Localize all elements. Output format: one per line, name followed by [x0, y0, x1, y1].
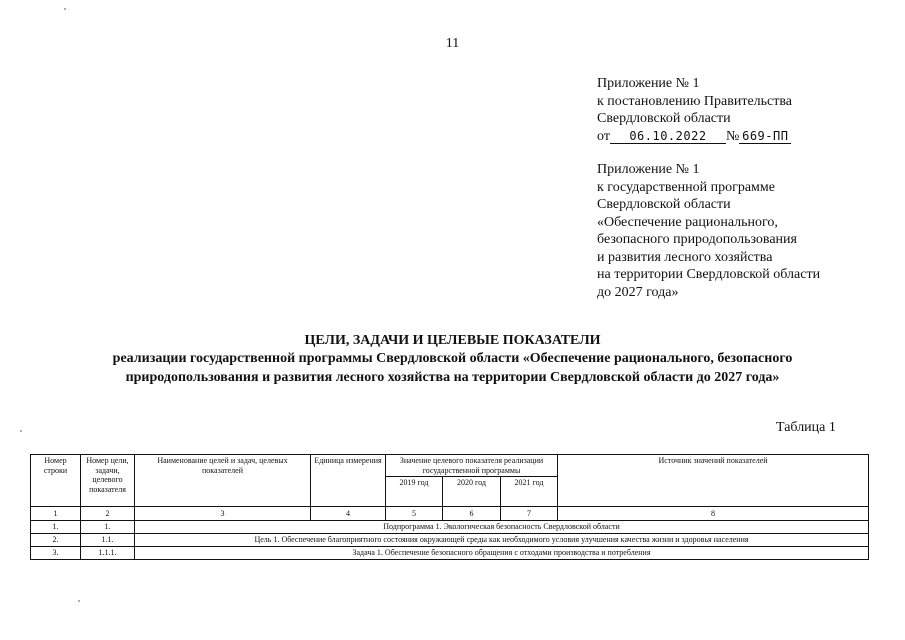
header-year: 2020 год [443, 477, 501, 507]
table-row [31, 521, 869, 534]
appendix-program-line: Приложение № 1 [597, 162, 700, 177]
header-row-number: Номер строки [31, 455, 81, 507]
table-header-row [31, 455, 869, 477]
appendix-program-line: на территории Свердловской области [597, 267, 821, 282]
row-code: 1.1.1. [81, 547, 135, 560]
appendix-program-line: и развития лесного хозяйства [597, 249, 773, 265]
appendix-program-line: к государственной программе [597, 179, 775, 195]
scan-speck [20, 430, 22, 432]
appendix-decree-line: Свердловской области [597, 111, 731, 126]
decree-number: 669-ПП [739, 129, 791, 144]
row-number: 1. [31, 521, 81, 534]
column-number: 8 [558, 507, 869, 521]
appendix-decree-block [597, 75, 792, 145]
page-number: 11 [445, 36, 460, 51]
appendix-program-line: безопасного природопользования [597, 232, 797, 247]
appendix-program-block [597, 161, 820, 301]
column-number: 6 [443, 507, 501, 521]
column-number: 5 [386, 507, 443, 521]
header-name: Наименование целей и задач, целевых показателей [135, 455, 311, 507]
row-text: Цель 1. Обеспечение благоприятного состояния окружающей среды как необходимого условия улучшения качества жизни и здоровья населения [135, 534, 869, 547]
row-text: Подпрограмма 1. Экологическая безопасность Свердловской области [135, 521, 869, 534]
scan-speck [78, 600, 80, 602]
decree-date: 06.10.2022 [610, 129, 726, 144]
document-title: ЦЕЛИ, ЗАДАЧИ И ЦЕЛЕВЫЕ ПОКАЗАТЕЛИ [304, 333, 601, 348]
document-subtitle-line: реализации государственной программы Свердловской области «Обеспечение рационального, безопасного [112, 351, 793, 366]
table-label: Таблица 1 [776, 420, 836, 435]
header-year: 2021 год [501, 477, 558, 507]
row-code: 1.1. [81, 534, 135, 547]
appendix-program-line: Свердловской области [597, 197, 731, 212]
row-number: 2. [31, 534, 81, 547]
header-goal-number: Номер цели, задачи, целевого показателя [81, 455, 135, 507]
decree-date-line [597, 128, 792, 146]
row-code: 1. [81, 521, 135, 534]
document-subtitle-line: природопользования и развития лесного хозяйства на территории Свердловской области до 2027 года» [125, 370, 780, 385]
column-number: 1 [31, 507, 81, 521]
column-numbers-row [31, 507, 869, 521]
table-row [31, 547, 869, 560]
column-number: 2 [81, 507, 135, 521]
header-source: Источник значений показателей [558, 455, 869, 507]
table-row [31, 534, 869, 547]
header-value-group: Значение целевого показателя реализации государственной программы [386, 455, 558, 477]
column-number: 7 [501, 507, 558, 521]
appendix-program-line: до 2027 года» [597, 284, 679, 300]
header-year: 2019 год [386, 477, 443, 507]
header-unit: Единица измерения [311, 455, 386, 507]
decree-number-prefix: № [725, 128, 740, 144]
appendix-decree-line: к постановлению Правительства [597, 93, 793, 109]
scan-speck [64, 8, 66, 10]
appendix-decree-line: Приложение № 1 [597, 76, 700, 91]
row-text: Задача 1. Обеспечение безопасного обращения с отходами производства и потребления [135, 547, 869, 560]
row-number: 3. [31, 547, 81, 560]
decree-date-prefix: от [597, 128, 610, 144]
appendix-program-line: «Обеспечение рационального, [597, 214, 778, 230]
column-number: 3 [135, 507, 311, 521]
goals-table [30, 454, 869, 560]
column-number: 4 [311, 507, 386, 521]
